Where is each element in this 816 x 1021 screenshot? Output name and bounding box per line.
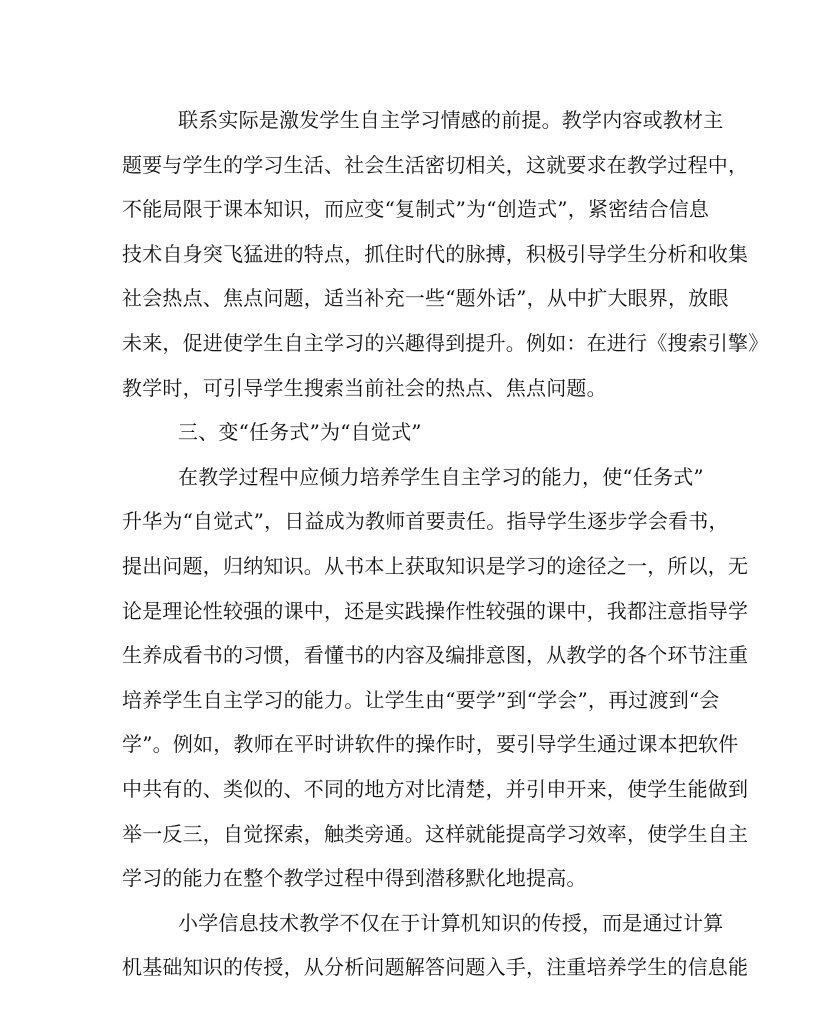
paragraph-line: 学习的能力在整个教学过程中得到潜移默化地提高。 [122, 866, 587, 891]
paragraph-line: 联系实际是激发学生自主学习情感的前提。教学内容或教材主 [178, 108, 724, 132]
paragraph-line: 生养成看书的习惯，看懂书的内容及编排意图，从教学的各个环节注重 [122, 643, 749, 668]
paragraph-line: 技术自身突飞猛进的特点，抓住时代的脉搏，积极引导学生分析和收集 [122, 241, 749, 266]
paragraph-line: 论是理论性较强的课中，还是实践操作性较强的课中，我都注意指导学 [122, 598, 749, 623]
paragraph-line: 培养学生自主学习的能力。让学生由“要学”到“学会”，再过渡到“会 [122, 687, 720, 712]
paragraph-line: 升华为“自觉式”，日益成为教师首要责任。指导学生逐步学会看书， [122, 509, 729, 534]
paragraph-line: 在教学过程中应倾力培养学生自主学习的能力，使“任务式” [178, 464, 704, 489]
paragraph-line: 教学时，可引导学生搜索当前社会的热点、焦点问题。 [122, 375, 607, 400]
paragraph-line: 中共有的、类似的、不同的地方对比清楚，并引申开来，使学生能做到 [122, 776, 749, 801]
paragraph-line: 提出问题，归纳知识。从书本上获取知识是学习的途径之一，所以，无 [122, 553, 749, 578]
paragraph-line: 机基础知识的传授，从分析问题解答问题入手，注重培养学生的信息能 [122, 955, 749, 980]
paragraph-line: 题要与学生的学习生活、社会生活密切相关，这就要求在教学过程中， [122, 152, 749, 177]
document-body [122, 98, 769, 990]
paragraph-line: 未来，促进使学生自主学习的兴趣得到提升。例如：在进行《搜索引擎》 [122, 330, 769, 355]
paragraph-line: 举一反三，自觉探索，触类旁通。这样就能提高学习效率，使学生自主 [122, 821, 749, 846]
paragraph-line: 小学信息技术教学不仅在于计算机知识的传授，而是通过计算 [178, 910, 724, 935]
paragraph-line: 社会热点、焦点问题，适当补充一些“题外话”，从中扩大眼界，放眼 [122, 286, 729, 311]
section-heading: 三、变“任务式”为“自觉式” [178, 420, 422, 445]
paragraph-line: 不能局限于课本知识，而应变“复制式”为“创造式”，紧密结合信息 [122, 197, 710, 222]
paragraph-line: 学”。例如，教师在平时讲软件的操作时，要引导学生通过课本把软件 [122, 732, 739, 757]
